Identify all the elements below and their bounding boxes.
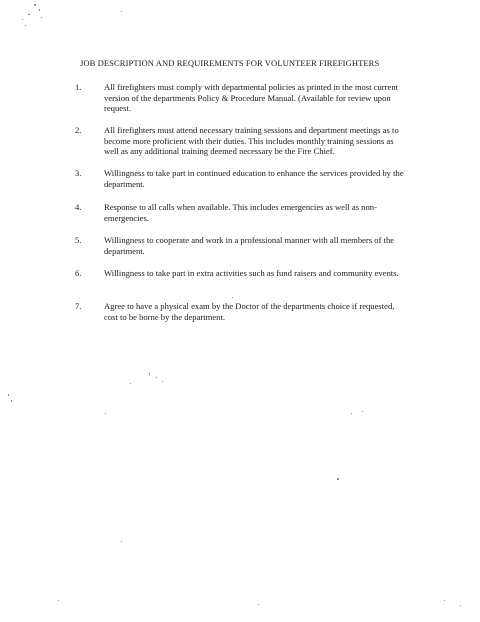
- scan-speck: [8, 394, 9, 396]
- scan-speck: [156, 377, 157, 378]
- item-text: Willingness to cooperate and work in a professional manner with all members of the department.: [104, 235, 395, 256]
- item-number: 1.: [75, 82, 82, 92]
- item-number: 7.: [75, 301, 82, 311]
- item-text: Response to all calls when available. This includes emergencies as well as non-emergencies.: [104, 202, 377, 223]
- scan-speck: [39, 9, 40, 11]
- scan-speck: [232, 297, 233, 298]
- scan-speck: [121, 541, 122, 542]
- document-title: JOB DESCRIPTION AND REQUIREMENTS FOR VOLUNTEER FIREFIGHTERS: [80, 58, 380, 68]
- scan-speck: [258, 604, 259, 605]
- item-number: 4.: [75, 202, 82, 212]
- item-text: Willingness to take part in extra activities such as fund raisers and community events.: [104, 268, 399, 278]
- scan-speck: [460, 605, 461, 606]
- scan-speck: [105, 413, 106, 414]
- item-text: All firefighters must comply with departmental policies as printed in the most current version of the departments Policy & Procedure Manual. (Available for review upon request.: [104, 82, 399, 114]
- item-number: 3.: [75, 168, 82, 178]
- scan-speck: [28, 14, 30, 15]
- scan-speck: [41, 17, 42, 18]
- scan-speck: [351, 413, 352, 414]
- item-text: Agree to have a physical exam by the Doctor of the departments choice if requested, cost to be borne by the department.: [104, 301, 395, 322]
- scan-speck: [130, 383, 131, 384]
- scan-speck: [362, 411, 363, 412]
- item-number: 2.: [75, 125, 82, 135]
- item-text: All firefighters must attend necessary training sessions and department meetings as to become more proficient with their duties. This includes monthly training sessions as well as any additional training deemed necessary be the Fire Chief.: [104, 125, 399, 157]
- scan-speck: [58, 600, 59, 601]
- scan-speck: [22, 19, 23, 20]
- scan-speck: [121, 11, 122, 12]
- scan-speck: [34, 4, 36, 6]
- item-number: 6.: [75, 268, 82, 278]
- scan-speck: [11, 400, 12, 402]
- scan-speck: [149, 373, 150, 375]
- item-text: Willingness to take part in continued education to enhance the services provided by the department.: [104, 168, 404, 189]
- scan-speck: [25, 25, 26, 26]
- scan-speck: [444, 600, 445, 601]
- scan-speck: [337, 478, 339, 480]
- scan-speck: [162, 381, 163, 382]
- item-number: 5.: [75, 235, 82, 245]
